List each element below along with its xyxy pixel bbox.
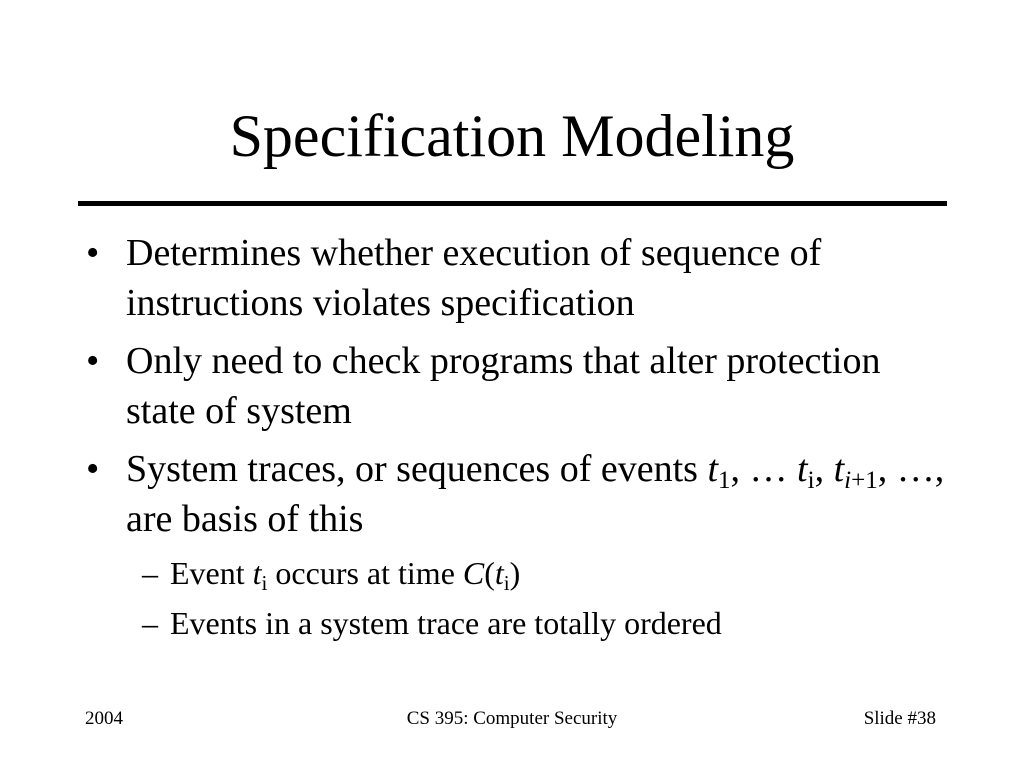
bullet-text-segment: , <box>814 448 834 490</box>
bullet-text-segment: System traces, or sequences of events <box>126 448 708 490</box>
event-subscript: i <box>807 467 815 495</box>
bullet-item <box>86 228 956 328</box>
event-subscript-offset: +1 <box>851 467 878 495</box>
event-subscript: i <box>503 570 510 595</box>
bullet-marker: • <box>86 340 100 382</box>
sub-bullet-text-segment: occurs at time <box>267 555 463 591</box>
event-symbol: t <box>797 448 808 490</box>
sub-bullet-text-segment: Event <box>170 555 253 591</box>
event-symbol: t <box>707 448 718 490</box>
event-subscript: i <box>261 570 268 595</box>
bullet-marker: • <box>86 232 100 274</box>
bullet-text-segment: , … <box>730 448 798 490</box>
event-symbol: t <box>252 555 262 591</box>
event-subscript <box>844 467 878 494</box>
event-subscript-index: i <box>844 467 852 495</box>
event-symbol: t <box>833 448 845 490</box>
bullet-marker: • <box>86 448 100 490</box>
paren-open: ( <box>484 555 495 591</box>
bullet-text <box>126 448 944 540</box>
sub-bullet-marker: – <box>142 555 158 591</box>
bullet-text: Determines whether execution of sequence of instructions violates specification <box>126 232 822 324</box>
bullet-item <box>86 444 956 544</box>
footer-date: 2004 <box>85 708 123 729</box>
sub-bullet-text <box>170 555 521 595</box>
footer-course: CS 395: Computer Security <box>406 708 618 729</box>
bullet-item <box>86 336 956 436</box>
bullet-text-segment: , …, are basis of this <box>126 448 945 540</box>
title-divider <box>78 201 947 206</box>
slide-body <box>86 228 956 652</box>
footer-slide-number: Slide #38 <box>863 708 936 729</box>
slide-title: Specification Modeling <box>229 103 795 169</box>
sub-bullet-item <box>86 602 956 644</box>
sub-bullet-text: Events in a system trace are totally ordered <box>170 605 722 641</box>
event-subscript: 1 <box>718 467 731 495</box>
event-symbol: t <box>494 555 504 591</box>
sub-bullet-item <box>86 552 956 594</box>
bullet-text: Only need to check programs that alter protection state of system <box>126 340 881 432</box>
paren-close: ) <box>509 555 521 591</box>
time-function-symbol: C <box>462 555 485 591</box>
sub-bullet-marker: – <box>142 605 158 641</box>
